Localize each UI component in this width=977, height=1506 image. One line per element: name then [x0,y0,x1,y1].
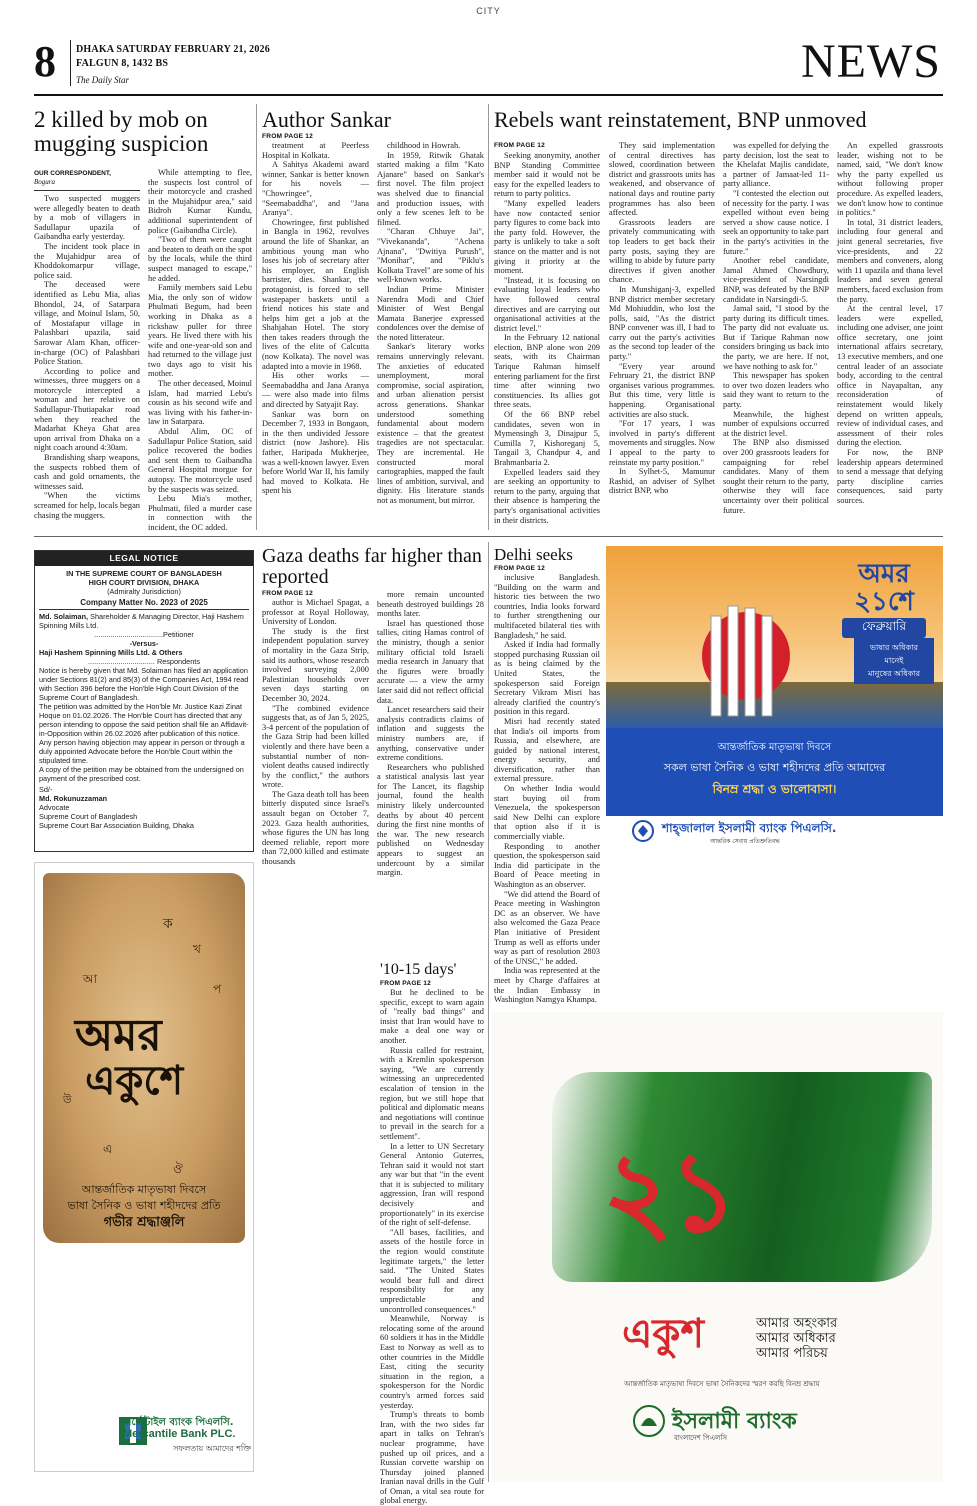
legal-respondent-role: ................................. Respondents [88,657,200,666]
ad-islami-line-2: আমার অধিকার [756,1331,836,1346]
top-rule [34,94,943,96]
legal-petitioner-desc: Shareholder & Managing Director, Haji Hashem Spinning Mills Ltd. [39,612,244,630]
svg-text:আ: আ [83,972,97,986]
paragraph: "Many expelled leaders have now contacted senior party figures to come back into the party fold. However, the party is unlikely to take a soft stance on the matter and is not giving it priority at the moment. [494,198,600,276]
story-mob-byline: OUR CORRESPONDENT, [34,170,111,177]
legal-body-3: A copy of the petition may be obtained from the undersigned on payment of the prescribed cost. [39,765,244,783]
story-sankar-headline: Author Sankar [262,107,391,132]
story-gaza-col-1 [262,598,369,950]
paragraph: The other deceased, Moinul Islam, had married Lebu's cousin as his second wife and was living with his father-in-law in Satarpara. [148,379,252,427]
legal-court: IN THE SUPREME COURT OF BANGLADESH [66,569,222,578]
legal-division: HIGH COURT DIVISION, DHAKA [88,578,200,587]
paragraph: Asked if India had formally stopped purchasing Russian oil as is being claimed by the United States, the spokesperson said Foreign Secretary Vikram Misri has already clarified the country's position in this regard. [494,640,600,717]
column-rule [488,542,489,1482]
svg-text:এ: এ [103,1142,113,1156]
story-sankar-col-1 [262,141,369,530]
ad-shahjalal-title-2: ২১শে [854,587,914,617]
story-mob-col-2 [148,168,252,530]
paragraph: Family members said Lebu Mia, the only son of widow Phulmati Begum, had been working in Dhaka as a rickshaw puller for three years. He lived there with his wife and one-year-old son and had returned to the village just two days ago to visit his mother. [148,283,252,379]
story-gaza-headline: Gaza deaths far higher than reported [262,545,482,588]
byline-rule [34,190,140,191]
ad-shahjalal-line-2: সকল ভাষা সৈনিক ও ভাষা শহীদদের প্রতি আমাদের [663,761,886,774]
legal-jurisdiction: (Admiralty Jurisdiction) [107,587,181,596]
story-bnp-col-3 [723,141,829,530]
paragraph: Of the 66 BNP rebel candidates, seven won in Mymensingh 3, Dinajpur 5, Cumilla 7, Kishoreganj 5, Tangail 3, Chandpur 4, and Brahmanbaria 2. [494,410,600,467]
paragraph: "For 17 years, I was involved in party's different movements and struggles. Now I appeal to the party to reinstate my party position." [609,419,715,467]
paragraph: An expelled grassroots leader, wishing not to be named, said, "We don't know why the party expelled us without following proper procedure. As expelled leaders, we don't know how to continue in politics." [837,141,943,218]
legal-body-2: The petition was admitted by the Hon'ble Mr. Justice Kazi Zinat Hoque on 01.02.2026. The Hon'ble Court has directed that any person intending to oppose the said petition shall file an Affidavit-in-Opposition within 26.02.2026 after publication of this notice. Any person having objection may appear in person or through a duly appointed Advocate before the Hon'ble Court within the stipulated time. [39,702,249,765]
ad-shahjalal-side-3: মানুষের অধিকার [867,669,921,678]
paragraph: Israel has questioned those tallies, citing Hamas control of the ministry, though a senior military official told Israeli media research in January that the figures were broadly accurate — a view the army later said did not reflect official data. [377,618,484,705]
paragraph: Seeking anonymity, another BNP Standing Committee member said it would not be easy for the expelled leaders to return to party politics. [494,151,600,199]
story-bnp-col-2 [609,141,715,530]
paragraph: "All bases, facilities, and assets of the hostile force in the region would constitute legitimate targets," the letter said. "The United States would bear full and direct responsibility for any unpredictable and uncontrolled consequences." [380,1227,484,1314]
story-sankar-col-2 [377,141,484,530]
paragraph: Meanwhile, the highest number of expulsions occurred at the district level. [723,409,829,438]
ad-islami-word: একুশ [622,1311,705,1357]
paragraph: Expelled leaders said they are seeking an opportunity to return to the party, arguing that their absence is hampering the party's organisational activities in their districts. [494,467,600,525]
paragraph: more remain uncounted beneath destroyed buildings 28 months later. [377,590,484,619]
legal-petitioner-role: ..................................Petitioner [94,630,194,639]
paragraph: For now, the BNP leadership appears determined to send a message that defying party discipline carries consequences, said party sources. [837,448,943,505]
story-bnp-col-4 [837,141,943,530]
ad-shahjalal-title-3: ফেব্রুয়ারি [842,618,926,638]
story-iran-col-1 [380,988,484,1506]
paragraph: In 1959, Ritwik Ghatak started making a film "Kato Ajanare" based on Sankar's first novel. The film project was shelved due to financial and production issues, with only a few scenes left to be filmed. [377,150,484,227]
paragraph: In total, 31 district leaders, including four general and joint general secretaries, five vice-presidents, and 22 members and conveners, along with 11 upazila and thana level leaders and seven general members, faced exclusion from the party. [837,217,943,304]
paragraph: Two suspected muggers were allegedly beaten to death by a mob of villagers in Sadullapur upazila of Gaibandha early yesterday. [34,194,140,242]
ad-shahjalal-footer [606,816,943,846]
story-bnp-col-1 [494,151,600,530]
story-bnp-jump: FROM PAGE 12 [494,142,546,149]
ad-islami-bank-name: ইসলামী ব্যাংক [672,1409,797,1434]
paragraph: Sankar was born on December 7, 1933 in Bongaon, in the then undivided Jessore district (now Jashore). His father, Haripada Mukherjee, was a well-known lawyer. Even before World War II, his family had moved to Kolkata. He spent his [262,409,369,496]
paragraph: childhood in Howrah. [387,141,461,150]
legal-versus: -Versus- [129,639,159,648]
story-iran-headline: '10-15 days' [380,961,457,978]
newspaper-brand: The Daily Star [76,75,129,85]
legal-signer: Md. Rokunuzzaman [39,794,108,803]
shahjalal-logo-icon [632,820,654,842]
paragraph: Lebu Mia's mother, Phulmati, filed a murder case in connection with the incident, the OC added. [148,494,252,532]
paragraph: "Instead, it is focusing on evaluating loyal leaders who have followed central directives and are carrying out organisational activities at the district level." [494,275,600,333]
paragraph: But he declined to be specific, except to warn again of "really bad things" and insist that Iran would have to make a deal one way or another. [380,988,484,1045]
ad-mercantile-bank-bn: মার্কেন্টাইল ব্যাংক পিএলসি. [123,1417,234,1428]
paragraph: Researchers who published a statistical analysis last year for The Lancet, its flagship journal, found the health ministry likely undercounted deaths by about 40 percent during the first nine months of the war. The new research published on Wednesday appears to suggest an undercount by a similar margin. [377,762,484,878]
ad-islami-line-1: আমার অহংকার [756,1316,838,1331]
paragraph: Responding to another question, the spokesperson said India did participate in the Board of Peace meeting in Washington as an observer. [494,841,600,889]
paragraph: Abdul Alim, OC of Sadullapur Police Station, said police recovered the bodies and sent them to Gaibandha General Hospital morgue for autopsy. The motorcycle used by the suspects was seized. [148,427,252,494]
story-mob-headline: 2 killed by mob on mugging suspicion [34,107,209,157]
paragraph: Russia called for restraint, with a Kremlin spokesperson saying, "We are currently witnessing an unprecedented escalation of tension in the region, but we still hope that political and diplomatic means and negotiations will continue to prevail in the search for a settlement". [380,1045,484,1141]
ad-mercantile-tagline: সফলতায় আমাদের শক্তি [173,1444,251,1453]
ad-shahjalal-bank [606,546,943,846]
legal-matter: Company Matter No. 2023 of 2025 [80,598,208,607]
islami-bank-logo-icon [632,1404,666,1438]
story-gaza-col-2 [377,590,484,950]
paragraph: Meanwhile, Norway is relocating some of the around 60 soldiers it has in the Middle East to Norway as well as to other countries in the Middle East, citing the security situation in the region, a spokesperson for the Nordic country's armed forces said yesterday. [380,1314,484,1410]
ad-islami-caption: আন্তর্জাতিক মাতৃভাষা দিবসে ভাষা সৈনিকদের স্মরণ করছি বিনম্র শ্রদ্ধায় [624,1380,820,1388]
ad-shahjalal-line-1: আন্তর্জাতিক মাতৃভাষা দিবসে [717,742,832,753]
paragraph: Lancet researchers said their analysis contradicts claims of inflation and suggests the ministry numbers are, if anything, conservative under extreme conditions. [377,705,484,763]
svg-text:ঔ: ঔ [173,1162,183,1176]
paragraph: Another rebel candidate, Jamal Ahmed Chowdhury, vice-president of Narsingdi BNP, was defeated by the BNP candidate in Narsingdi-5. [723,256,829,304]
ad-mercantile-bank-en: Mercantile Bank PLC. [123,1428,236,1440]
ad-mercantile-caption-1: আন্তর্জাতিক মাতৃভাষা দিবসে [81,1183,207,1196]
date-line: DHAKA SATURDAY FEBRUARY 21, 2026 [76,44,270,55]
paragraph: "When the victims screamed for help, locals began chasing the muggers. [34,491,140,520]
ad-shahjalal-side-1: ভাষার অধিকার [870,643,918,652]
svg-text:খ: খ [193,942,201,956]
paragraph: Sankar's literary works remains unnervingly relevant. The anxieties of educated unemployment, moral compromise, social aspiration, and urban alienation persist across generations. Shankar understood something fundamental about modern existence – that the greatest tragedies are not spectacular. They are incremental. He constructed moral cartographies, mapped the fault lines of ambition, survival, and dignity. His literature stands not as monument, but mirror. [377,342,484,505]
ad-shahjalal-line-3: বিনম্র শ্রদ্ধা ও ভালোবাসা। [712,782,837,796]
paragraph: On whether India would start buying oil from Venezuela, the spokesperson said New Delhi can explore that option also if it is commercially viable. [494,784,600,842]
paragraph: inclusive Bangladesh. "Building on the warm and historic ties between the two countries, India looks forward to further strengthening our multifaceted bilateral ties with Bangladesh," he said. [494,573,600,640]
masthead-divider [70,40,71,86]
paragraph: Misri had recently stated that India's oil imports from Russia, and elsewhere, are guided by national interest, energy security, and diversification, rather than external pressure. [494,716,600,784]
story-gaza-jump: FROM PAGE 12 [262,590,314,597]
paragraph: They said implementation of central directives has slowed, coordination between district and grassroots units has weakened, and observance of national days and routine party programmes has also been affected. [609,141,715,218]
paragraph: "The combined evidence suggests that, as of Jan 5, 2025, 3-4 percent of the population of the Gaza Strip had been killed violently and there have been a substantial number of non-violent deaths caused indirectly by the conflict," the authors wrote. [262,703,369,790]
ad-shahjalal-title-1: অমর [858,559,910,589]
section-label: CITY [476,6,501,16]
page-number: 8 [34,37,56,86]
paragraph: A Sahitya Akademi award winner, Sankar is better known for his novels — "Chowringee", "Seemabaddha", and "Jana Aranya". [262,160,369,218]
story-delhi-headline: Delhi seeks [494,545,573,564]
ad-islami-bank [492,1012,943,1482]
legal-signer-address: Supreme Court Bar Association Building, Dhaka [39,821,194,830]
paragraph: This newspaper has spoken to over two dozen leaders who said they want to return to the party. [723,371,829,410]
legal-respondent: Haji Hashem Spinning Mills Ltd. & Others [39,648,183,657]
story-iran-jump: FROM PAGE 12 [380,980,432,987]
svg-text:প: প [213,982,222,996]
paragraph: "Two of them were caught and beaten to death on the spot by the locals, while the third suspect managed to escape," he added. [148,235,252,283]
paragraph: Grassroots leaders are privately communicating with top leaders to get back their party posts, saying they are willing to abide by future party directives if given another chance. [609,217,715,285]
ad-shahjalal-blue-band [606,728,943,816]
section-title: NEWS [801,35,941,88]
paragraph: In Munshiganj-3, expelled BNP district member secretary Md Mohiuddin, who lost the polls, said, "As the district BNP convener was ill, I had to carry out the party's activities as the second top leader of the party." [609,284,715,362]
paragraph: In a letter to UN Secretary General Antonio Guterres, Tehran said it would not start any war but that "in the event that it is subjected to military aggression, Iran will respond decisively and proportionately" in its exercise of the right of self-defense. [380,1141,484,1228]
paragraph: According to police and witnesses, three muggers on a motorcycle intercepted a woman and her relative on Sadullapur-Thutiapakar road when they reached the Madarhat Kheya Ghat area upon arrival from Dhaka on a night coach around 4:30am. [34,366,140,453]
story-bnp-headline: Rebels want reinstatement, BNP unmoved [494,107,867,132]
svg-text:উ: উ [63,1093,72,1106]
story-mob-location: Bogura [34,178,55,186]
ad-mercantile-caption-3: গভীর শ্রদ্ধাঞ্জলি [103,1215,185,1230]
ad-shahjalal-bank-name: শাহ্‌জালাল ইসলামী ব্যাংক পিএলসি. [662,821,837,835]
paragraph: At the central level, 17 leaders were expelled, including one adviser, one joint office secretary, one joint international affairs secretary, 13 executive members, and one central leader of an associate body, according to the central office in Nayapaltan, any reconsideration of reinstatement would likely depend on written appeals, review of individual cases, and assessment of their roles during the election. [837,304,943,448]
ad-mercantile-title-1: অমর [75,1010,162,1061]
paragraph: was expelled for defying the party decision, lost the seat to the Khelafat Majlis candidate, a partner of Jamaat-led 11-party alliance. [723,141,829,189]
paragraph: Indian Prime Minister Narendra Modi and Chief Minister of West Bengal Mamata Banerjee expressed condolences over the demise of the noted litterateur. [377,284,484,342]
legal-sd: Sd/- [39,785,53,794]
legal-signer-title: Advocate [39,803,70,812]
legal-signer-court: Supreme Court of Bangladesh [39,812,138,821]
ad-mercantile-title-2: একুশে [85,1058,184,1104]
paragraph: The deceased were identified as Lebu Mia, alias Bhondol, 24, of Satarpara village, and Moinul Islam, 50, of Mostafapur village in Palashbari upazila, said Sarowar Alam Khan, officer-in-charge (OC) of Palashbari Police Station. [34,280,140,367]
paragraph: "We did attend the Board of Peace meeting in Washington DC as an observer. We have also welcomed the Gaza Peace Plan initiative of President Trump as well as efforts under way as part of resolution 2803 of the UNSC," he added. [494,889,600,966]
ad-shahjalal-tagline: আন্তরিক সেবায় প্রতিশ্রুতিবদ্ধ [710,838,780,845]
paragraph: The study is the first independent population survey of mortality in the Gaza Strip, said its authors, whose research involved surveying 2,000 Palestinian households over seven days starting on December 30, 2024. [262,626,369,703]
svg-text:ক: ক [163,916,173,932]
ad-islami-line-3: আমার পরিচয় [756,1346,828,1361]
paragraph: treatment at Peerless Hospital in Kolkata. [262,141,369,160]
paragraph: The incident took place in the Mujahidpur area of Khoddokomarpur village, police said. [34,241,140,280]
story-mob-col-1 [34,194,140,530]
ad-mercantile-caption-2: ভাষা সৈনিক ও ভাষা শহীদদের প্রতি [67,1199,221,1212]
story-sankar-jump: FROM PAGE 12 [262,133,314,140]
paragraph: In the February 12 national election, BNP alone won 209 seats, with its Chairman Tarique Rahman himself entering parliament for the first time after winning two constituencies. Its allies got three seats. [494,333,600,410]
column-rule [256,104,257,530]
paragraph: His other works — Seemabaddha and Jana Aranya — were also made into films and directed by Satyajit Ray. [262,371,369,410]
story-delhi-jump: FROM PAGE 12 [494,565,546,572]
section-rule [34,536,943,537]
legal-petitioner-name: Md. Solaiman, [39,612,89,621]
paragraph: Chowringee, first published in Bangla in 1962, revolves around the life of Shankar, an ambitious young man who loses his job of secretary after his employer, an English barrister, dies. Shankar, the protagonist, is forced to sell wastepaper baskets until a friend notices his state and helps him get a job at the Shahjahan Hotel. The story then takes readers through the lives of the elite of Calcutta (now Kolkata). The novel was adapted into a movie in 1968. [262,217,369,371]
ad-shahjalal-side-2: মানেই [884,656,904,665]
ad-islami-bank-sub: বাংলাদেশ পিএলসি [674,1434,727,1442]
paragraph: In Sylhet-5, Mamunur Rashid, an adviser of Sylhet district BNP, who [609,467,715,496]
paragraph: India was represented at the meet by Charge d'affaires at the Indian Embassy in Washington Namgya Khampa. [494,966,600,1005]
legal-body-1: Notice is hereby given that Md. Solaiman has filed an application under Sections 81(2) and 85(3) of the Companies Act, 1994 read with Section 396 before the Hon'ble High Court Division of the Supreme Court of Bangladesh. [39,666,249,702]
paragraph: While attempting to flee, the suspects lost control of their motorcycle and crashed in the Mujahidpur area," said Bidroh Kumar Kundu, additional superintendent of police (Gaibandha Circle). [148,168,252,235]
legal-notice [34,550,254,852]
paragraph: author is Michael Spagat, a professor at Royal Holloway, University of London. [262,598,369,627]
paragraph: Brandishing sharp weapons, the suspects robbed them of cash and gold ornaments, the witnesses said. [34,453,140,491]
story-delhi-col-1 [494,573,600,1005]
paragraph: The Gaza death toll has been bitterly disputed since Israel's assault began on October 7, 2023. Gaza health authorities, whose figures the UN has long deemed reliable, report more than 72,000 killed and estimate thousands [262,789,369,867]
paragraph: "I contested the election out of necessity for the party. I was expelled without even being served a show cause notice. I seek an opportunity to take part in the party's activities in the future." [723,188,829,256]
paragraph: "Charan Chhuye Jai", "Vivekananda", "Achena Ajnana", "Dwitiya Purush", "Monihar", and "Piklu's Kolkata Travel" are some of his well-known works. [377,227,484,285]
column-rule [488,104,489,530]
ad-shahjalal-side-box [854,638,934,684]
legal-notice-title: LEGAL NOTICE [35,551,253,566]
paragraph: The BNP also dismissed over 200 grassroots leaders for campaigning for rebel candidates. Many of them sought their return to the party, otherwise they will face uncertainty over their political future. [723,438,829,515]
bangla-date: FALGUN 8, 1432 BS [76,58,169,69]
ad-mercantile-bank [34,862,254,1472]
paragraph: "Every year around February 21, the district BNP organises various programmes. But this time, very little is happening. Organisational activities are also stuck. [609,361,715,419]
paragraph: Trump's threats to bomb Iran, with the two sides far apart in talks on Tehran's nuclear programme, have pushed up oil prices, and a Russian corvette warship on Thursday joined planned Iranian naval drills in the Gulf of Oman, a vital sea route for global energy. [380,1410,484,1506]
paragraph: Jamal said, "I stood by the party during its difficult times. The party did not evaluate us. But if Tarique Rahman now considers bringing us back into the party, we are here. If not, we have nothing to ask for." [723,304,829,371]
shaheed-minar-icon [656,586,816,726]
ad-islami-big-number: ২১ [602,1128,733,1256]
